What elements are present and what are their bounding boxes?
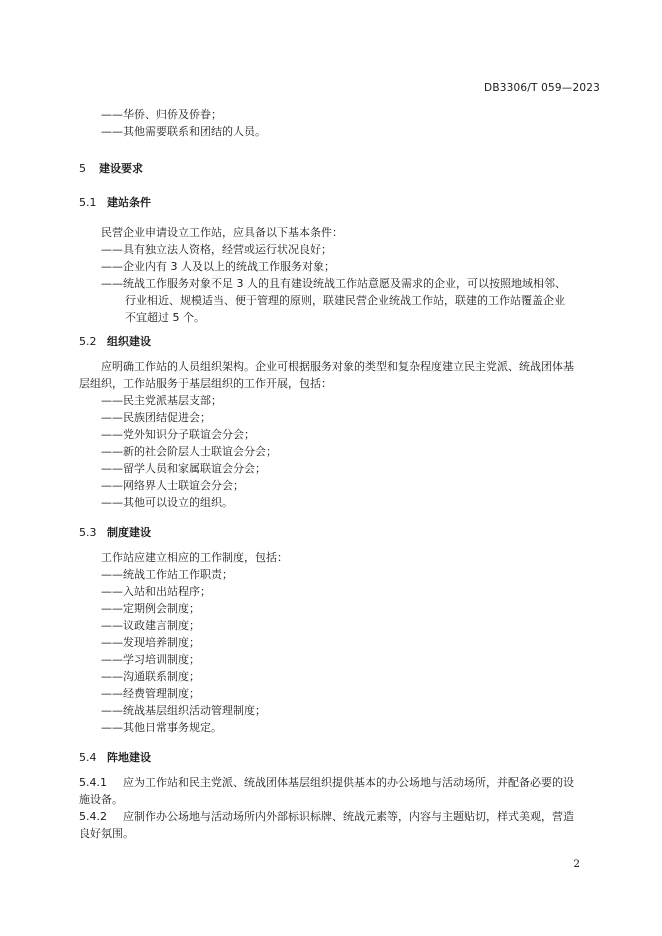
list-item: ——企业内有 3 人及以上的统战工作服务对象； — [101, 260, 335, 273]
list-item: ——经费管理制度； — [101, 687, 200, 700]
list-item: ——统战工作站工作职责； — [101, 568, 233, 581]
list-item-continuation: 不宜超过 5 个。 — [125, 311, 205, 324]
section-heading-5: 5 建设要求 — [79, 162, 143, 175]
section-heading-5-1: 5.1 建站条件 — [79, 196, 151, 209]
list-item: ——沟通联系制度； — [101, 670, 200, 683]
paragraph-continuation: 层组织，工作站服务于基层组织的工作开展，包括： — [79, 377, 332, 390]
list-item: ——统战基层组织活动管理制度； — [101, 704, 266, 717]
list-item: ——具有独立法人资格，经营或运行状况良好； — [101, 243, 332, 256]
paragraph: 工作站应建立相应的工作制度，包括： — [101, 551, 288, 564]
section-heading-5-3: 5.3 制度建设 — [79, 526, 151, 539]
section-heading-5-2: 5.2 组织建设 — [79, 335, 151, 348]
document-code: DB3306/T 059—2023 — [484, 82, 600, 94]
list-item: ——发现培养制度； — [101, 636, 200, 649]
list-item: ——华侨、归侨及侨眷； — [101, 108, 222, 121]
list-item: ——议政建言制度； — [101, 619, 200, 632]
list-item: ——学习培训制度； — [101, 653, 200, 666]
clause-5-4-1: 5.4.1 应为工作站和民主党派、统战团体基层组织提供基本的办公场地与活动场所，并配备必要的设 — [79, 776, 574, 789]
paragraph: 民营企业申请设立工作站，应具备以下基本条件： — [101, 226, 343, 239]
list-item: ——统战工作服务对象不足 3 人的且有建设统战工作站意愿及需求的企业，可以按照地域相邻、 — [101, 277, 566, 290]
list-item: ——党外知识分子联谊会分会； — [101, 428, 255, 441]
clause-continuation: 施设备。 — [79, 793, 123, 806]
list-item: ——入站和出站程序； — [101, 585, 211, 598]
page-number: 2 — [573, 858, 580, 870]
list-item: ——留学人员和家属联谊会分会； — [101, 462, 266, 475]
list-item: ——其他可以设立的组织。 — [101, 496, 233, 509]
paragraph: 应明确工作站的人员组织架构。企业可根据服务对象的类型和复杂程度建立民主党派、统战团体基 — [101, 360, 574, 373]
list-item-continuation: 行业相近、规模适当、便于管理的原则，联建民营企业统战工作站，联建的工作站覆盖企业 — [125, 294, 565, 307]
list-item: ——其他需要联系和团结的人员。 — [101, 125, 266, 138]
section-heading-5-4: 5.4 阵地建设 — [79, 751, 151, 764]
list-item: ——民主党派基层支部； — [101, 394, 222, 407]
list-item: ——定期例会制度； — [101, 602, 200, 615]
list-item: ——网络界人士联谊会分会； — [101, 479, 244, 492]
list-item: ——新的社会阶层人士联谊会分会； — [101, 445, 277, 458]
list-item: ——其他日常事务规定。 — [101, 721, 222, 734]
clause-continuation: 良好氛围。 — [79, 827, 134, 840]
clause-5-4-2: 5.4.2 应制作办公场地与活动场所内外部标识标牌、统战元素等，内容与主题贴切，样式美观，营造 — [79, 810, 574, 823]
list-item: ——民族团结促进会； — [101, 411, 211, 424]
